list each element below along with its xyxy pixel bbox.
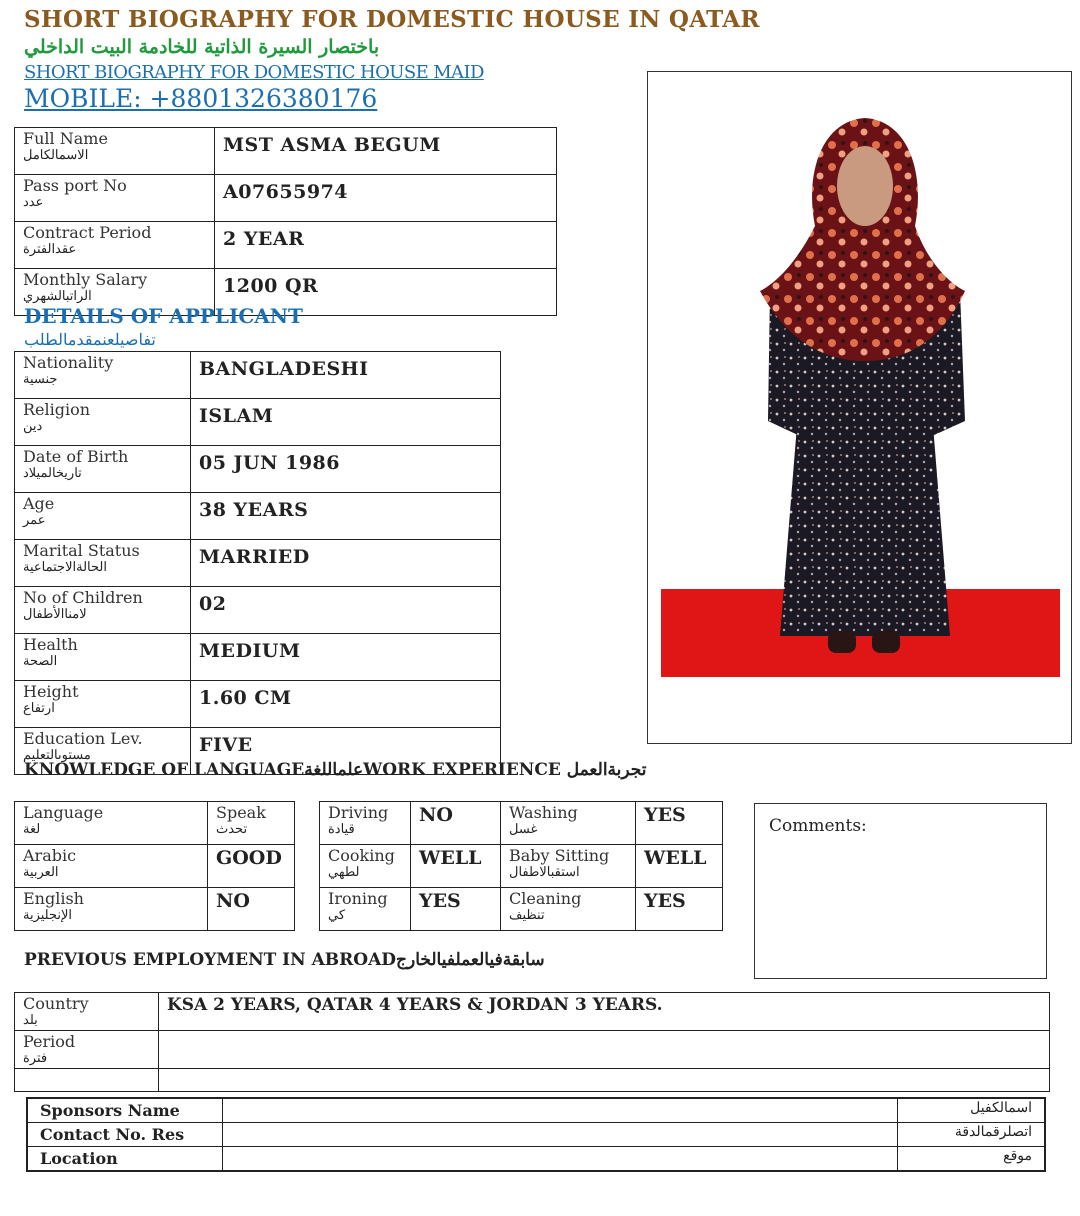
field-label-arabic: جنسية (23, 372, 58, 387)
field-label: Monthly Salary (23, 270, 148, 289)
field-label-arabic: لغة (23, 822, 41, 837)
document-subtitle: SHORT BIOGRAPHY FOR DOMESTIC HOUSE MAID (24, 62, 484, 83)
table-row (15, 540, 501, 587)
table-row (15, 175, 557, 222)
passport-label-cell (15, 175, 215, 222)
field-label-arabic: عقدالفترة (23, 242, 77, 257)
table-row (15, 1031, 1050, 1069)
table-row (15, 128, 557, 175)
dob-label-cell (15, 446, 191, 493)
contact-no-value (222, 1123, 897, 1147)
details-heading: DETAILS OF APPLICANT (24, 304, 303, 328)
details-heading-arabic: تفاصيلعنمقدمالطلب (24, 330, 156, 349)
field-label: Religion (23, 400, 91, 419)
washing-value: YES (636, 802, 723, 845)
field-label: Driving (328, 803, 389, 822)
details-table (14, 351, 501, 775)
table-row (15, 802, 295, 845)
field-label-arabic: كي (328, 908, 346, 923)
dob-value: 05 JUN 1986 (191, 446, 501, 493)
field-label: Period (23, 1032, 76, 1051)
field-label: Arabic (23, 846, 77, 865)
sponsors-name-label: Sponsors Name (27, 1098, 222, 1123)
height-label-cell (15, 681, 191, 728)
field-label-arabic: قيادة (328, 822, 355, 837)
language-table (14, 801, 295, 931)
field-label-arabic: فترة (23, 1051, 48, 1066)
nationality-value: BANGLADESHI (191, 352, 501, 399)
field-label-arabic: لطهي (328, 865, 360, 880)
location-value (222, 1147, 897, 1172)
contact-no-label: Contact No. Res (27, 1123, 222, 1147)
field-label: Washing (509, 803, 578, 822)
table-row (15, 681, 501, 728)
basic-info-table (14, 127, 557, 316)
location-label: Location (27, 1147, 222, 1172)
health-value: MEDIUM (191, 634, 501, 681)
left-foot (828, 631, 856, 653)
children-label-cell (15, 587, 191, 634)
table-row (15, 888, 295, 931)
face-shape (837, 146, 893, 226)
religion-label-cell (15, 399, 191, 446)
field-label-arabic: عدد (23, 195, 44, 210)
field-label: Cooking (328, 846, 395, 865)
field-label: Health (23, 635, 78, 654)
field-label-arabic: استقبالاطفال (509, 865, 580, 880)
height-value: 1.60 CM (191, 681, 501, 728)
field-label-arabic: تحدث (216, 822, 248, 837)
table-row (320, 888, 723, 931)
field-label: Contract Period (23, 223, 152, 242)
table-row (15, 493, 501, 540)
field-label-arabic: تاريخالميلاد (23, 466, 82, 481)
field-label-arabic: تنظيف (509, 908, 545, 923)
field-label-arabic: الإنجليزية (23, 908, 73, 923)
country-label-cell (15, 993, 159, 1031)
speak-header-cell (208, 802, 295, 845)
field-label-arabic: ارتفاع (23, 701, 55, 716)
language-header-cell (15, 802, 208, 845)
period-value (159, 1031, 1050, 1069)
cooking-value: WELL (411, 845, 501, 888)
table-row (320, 802, 723, 845)
field-label: No of Children (23, 588, 143, 607)
field-label-arabic: بلد (23, 1013, 38, 1028)
age-value: 38 YEARS (191, 493, 501, 540)
right-foot (872, 631, 900, 653)
field-label-arabic: الصحة (23, 654, 58, 669)
cooking-label-cell (320, 845, 411, 888)
field-label: Country (23, 994, 89, 1013)
table-row (320, 845, 723, 888)
field-label-arabic: الحالةالاجتماعية (23, 560, 107, 575)
children-value: 02 (191, 587, 501, 634)
table-row (15, 352, 501, 399)
comments-box (754, 803, 1047, 979)
field-label-arabic: مستوىالتعليم (23, 748, 91, 763)
passport-value: A07655974 (215, 175, 557, 222)
field-label: Date of Birth (23, 447, 129, 466)
empty-cell (159, 1069, 1050, 1092)
sponsor-table (26, 1097, 1046, 1172)
english-value: NO (208, 888, 295, 931)
field-label-arabic: دين (23, 419, 43, 434)
age-label-cell (15, 493, 191, 540)
field-label: Age (23, 494, 55, 513)
applicant-photo (760, 116, 970, 661)
work-experience-table (319, 801, 723, 931)
driving-value: NO (411, 802, 501, 845)
table-row (27, 1123, 1045, 1147)
table-row (15, 587, 501, 634)
location-label-arabic: موقع (897, 1147, 1045, 1172)
field-label: Cleaning (509, 889, 582, 908)
table-row (15, 446, 501, 493)
document-title-arabic: باختصار السيرة الذاتية للخادمة البيت الداخلي (24, 36, 380, 58)
driving-label-cell (320, 802, 411, 845)
field-label: Marital Status (23, 541, 140, 560)
monthly-salary-value: 1200 QR (215, 269, 557, 316)
cleaning-value: YES (636, 888, 723, 931)
arabic-value: GOOD (208, 845, 295, 888)
field-label: Speak (216, 803, 266, 822)
nationality-label-cell (15, 352, 191, 399)
cleaning-label-cell (501, 888, 636, 931)
empty-cell (15, 1069, 159, 1092)
field-label: Nationality (23, 353, 114, 372)
field-label: Full Name (23, 129, 108, 148)
full-name-value: MST ASMA BEGUM (215, 128, 557, 175)
mobile-number: MOBILE: +8801326380176 (24, 84, 378, 113)
field-label: Pass port No (23, 176, 127, 195)
contract-period-label-cell (15, 222, 215, 269)
table-row (27, 1147, 1045, 1172)
field-label-arabic: لامناالأطفال (23, 607, 87, 622)
table-row (15, 845, 295, 888)
field-label-arabic: العربية (23, 865, 59, 880)
field-label-arabic: عمر (23, 513, 46, 528)
ironing-value: YES (411, 888, 501, 931)
country-value: KSA 2 YEARS, QATAR 4 YEARS & JORDAN 3 YEARS. (159, 993, 1050, 1031)
contact-no-label-arabic: اتصلرقمالدقة (897, 1123, 1045, 1147)
field-label: Language (23, 803, 104, 822)
religion-value: ISLAM (191, 399, 501, 446)
comments-label: Comments: (769, 816, 867, 836)
table-row (15, 634, 501, 681)
full-name-label-cell (15, 128, 215, 175)
period-label-cell (15, 1031, 159, 1069)
table-row (15, 1069, 1050, 1092)
field-label: Education Lev. (23, 729, 143, 748)
field-label-arabic: الاسمالكامل (23, 148, 89, 163)
field-label: Ironing (328, 889, 388, 908)
language-work-heading: KNOWLEDGE OF LANGUAGEعلماللغةWORK EXPERIENCE تجربةالعمل (24, 760, 647, 780)
field-label: Baby Sitting (509, 846, 610, 865)
marital-status-label-cell (15, 540, 191, 587)
health-label-cell (15, 634, 191, 681)
baby-sitting-label-cell (501, 845, 636, 888)
marital-status-value: MARRIED (191, 540, 501, 587)
table-row (15, 399, 501, 446)
ironing-label-cell (320, 888, 411, 931)
contract-period-value: 2 YEAR (215, 222, 557, 269)
english-label-cell (15, 888, 208, 931)
baby-sitting-value: WELL (636, 845, 723, 888)
table-row (27, 1098, 1045, 1123)
table-row (15, 993, 1050, 1031)
previous-employment-heading: PREVIOUS EMPLOYMENT IN ABROADسابقةفيالعملفيالخارج (24, 950, 545, 970)
field-label: Height (23, 682, 79, 701)
dress-shape (780, 326, 950, 636)
washing-label-cell (501, 802, 636, 845)
education-value: FIVE (191, 728, 501, 775)
document-title: SHORT BIOGRAPHY FOR DOMESTIC HOUSE IN QATAR (24, 6, 760, 33)
sponsors-name-value (222, 1098, 897, 1123)
table-row (15, 222, 557, 269)
previous-employment-table (14, 992, 1050, 1092)
sponsors-name-label-arabic: اسمالكفيل (897, 1098, 1045, 1123)
field-label: English (23, 889, 84, 908)
field-label-arabic: الراتبالشهري (23, 289, 92, 304)
field-label-arabic: غسل (509, 822, 538, 837)
arabic-label-cell (15, 845, 208, 888)
